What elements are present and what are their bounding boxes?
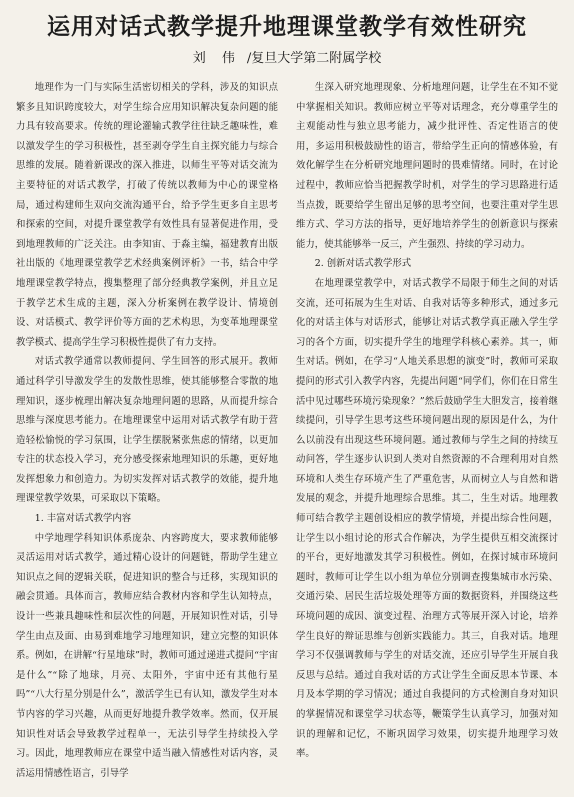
author-name: 刘 伟 <box>192 51 241 66</box>
body-columns <box>16 78 558 790</box>
paragraph: 地理作为一门与实际生活密切相关的学科，涉及的知识点繁多且知识跨度较大，对学生综合应用知识解决复杂问题的能力具有较高要求。传统的理论灌输式教学往往缺乏趣味性，难以激发学生的学习积极性，甚至剥夺学生自主探究能力与综合思维的发展。随着新课改的深入推进，以师生平等对话交流为主要特征的对话式教学，打破了传统以教师为中心的课堂格局，通过构建师生双向交流沟通平台，给予学生更多自主思考和探索的空间，对提升课堂教学有效性具有显著促进作用，受到地理教师的广泛关注。由李知宙、于淼主编，福建教育出版社出版的《地理课堂教学艺术经典案例评析》一书，结合中学地理课堂教学特点，搜集整理了部分经典教学案例，并且立足于教学艺术生成的主题，深入分析案例在教学设计、情境创设、对话模式、教学评价等方面的艺术构思，为变革地理课堂教学模式、提高学生学习积极性提供了有力支持。 <box>16 82 278 348</box>
paragraph: 在地理课堂教学中，对话式教学不局限于师生之间的对话交流，还可拓展为生生对话、自我对话等多种形式，通过多元化的对话主体与对话形式，能够让对话式教学真正融入学生学习的各个方面，切实提升学生的地理学科核心素养。其一，师生对话。例如，在学习“人地关系思想的演变”时，教师可采取提问的形式引入教学内容，先提出问题“同学们，你们在日常生活中见过哪些环境污染现象？”然后鼓励学生大胆发言，接着继续提问，引导学生思考这些环境问题出现的原因是什么，为什么以前没有出现这些环境问题。通过教师与学生之间的持续互动问答，学生逐步认识到人类对自然资源的不合理利用对自然环境和人类生存环境产生了严重危害，从而树立人与自然和谐发展的观念，并提升地理综合思维。其二，生生对话。地理教师可结合教学主题创设相应的教学情境，并提出综合性问题，让学生以小组讨论的形式合作解决，为学生提供互相交流探讨的平台，更好地激发其学习积极性。例如，在探讨城市环境问题时，教师可让学生以小组为单位分别调查搜集城市水污染、交通污染、居民生活垃圾处理等方面的数据资料，并围绕这些环境问题的成因、演变过程、治理方式等展开深入讨论，培养学生良好的辩证思维与创新实践能力。其三，自我对话。地理学习不仅强调教师与学生的对话交流，还应引导学生开展自我反思与总结。通过自我对话的方式让学生全面反思本节课、本月及本学期的学习情况；通过自我提问的方式检测自身对知识的掌握情况和课堂学习状态等，鞭策学生认真学习，加强对知识的理解和记忆，不断巩固学习效果，切实提升地理学习效率。 <box>296 277 558 760</box>
author-affiliation: /复旦大学第二附属学校 <box>246 51 382 66</box>
paragraph: 对话式教学通常以教师提问、学生回答的形式展开。教师通过科学引导激发学生的发散性思维，使其能够整合零散的地理知识，逐步梳理出解决复杂地理问题的思路，从而提升综合思维与深度思考能力。在地理课堂中运用对话式教学有助于营造轻松愉悦的学习氛围，让学生摆脱紧张焦虑的情绪，以更加专注的状态投入学习，充分感受探索地理知识的乐趣，更好地发挥想象力和创造力。为切实发挥对话式教学的效能，提升地理课堂教学效果，可采取以下策略。 <box>16 356 278 505</box>
author-line <box>16 50 558 68</box>
right-column <box>296 78 558 790</box>
section-heading: 1. 丰富对话式教学内容 <box>34 513 132 525</box>
article-title: 运用对话式教学提升地理课堂教学有效性研究 <box>47 13 527 40</box>
left-column <box>16 78 278 790</box>
paragraph: 生深入研究地理现象、分析地理问题，让学生在不知不觉中掌握相关知识。教师应树立平等对话理念，充分尊重学生的主观能动性与独立思考能力，减少批评性、否定性语言的使用，多运用积极鼓励性的语言，带给学生正向的情感体验，有效化解学生在分析研究地理问题时的畏难情绪。同时，在讨论过程中，教师应恰当把握教学时机，对学生的学习思路进行适当点拨，既要给学生留出足够的思考空间，也要注重对学生思维方式、学习方法的指导，更好地培养学生的创新意识与探索能力，使其能够举一反三，产生强烈、持续的学习动力。 <box>296 82 558 250</box>
section-heading: 2. 创新对话式教学形式 <box>314 258 412 270</box>
paragraph: 中学地理学科知识体系庞杂、内容跨度大，要求教师能够灵活运用对话式教学，通过精心设计的问题链，帮助学生建立知识点之间的逻辑关联，促进知识的整合与迁移，实现知识的融会贯通。具体而言，教师应结合教材内容和学生认知特点，设计一些兼具趣味性和层次性的问题，开展知识性对话，引导学生由点及面、由易到难地学习地理知识，建立完整的知识体系。例如，在讲解“行星地球”时，教师可通过递进式提问“宇宙是什么”“除了地球，月亮、太阳外，宇宙中还有其他行星吗”“八大行星分别是什么”，激活学生已有认知，激发学生对本节内容的学习兴趣，从而更好地提升教学效率。然而，仅开展知识性对话会导致教学过程单一，无法引导学生持续投入学习。因此，地理教师应在课堂中适当融入情感性对话内容，灵活运用情感性语言，引导学 <box>16 532 278 779</box>
